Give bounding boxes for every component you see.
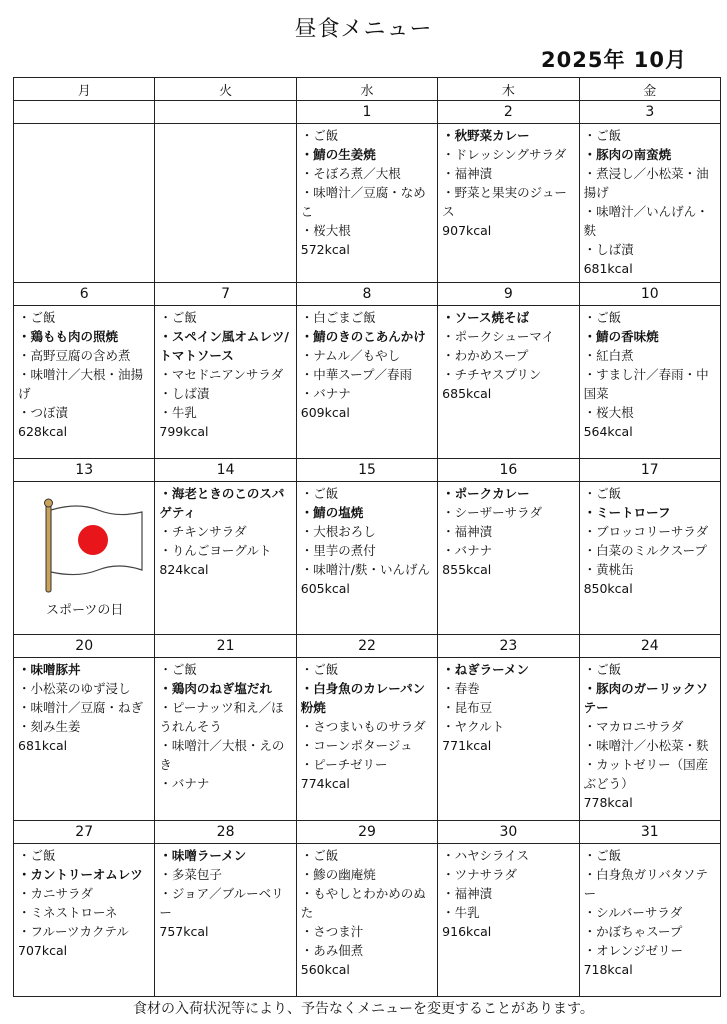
main-dish: ・鯖の塩焼 (300, 505, 364, 520)
date-number: 24 (579, 635, 720, 658)
calorie-value: 685kcal (442, 386, 492, 401)
date-number: 27 (14, 821, 155, 844)
menu-item: ・ブロッコリーサラダ (583, 524, 709, 539)
menu-item: ・味噌汁／大根・えのき (159, 738, 285, 772)
menu-item: ・ご飯 (583, 662, 622, 677)
weekday-fri: 金 (579, 78, 720, 101)
menu-item: ・ご飯 (300, 848, 339, 863)
menu-item: ・ご飯 (583, 486, 622, 501)
date-number: 2 (438, 101, 579, 124)
menu-item: ・バナナ (442, 543, 493, 558)
menu-item: ・白菜のミルクスープ (583, 543, 707, 558)
main-dish: ・鯖のきのこあんかけ (300, 329, 426, 344)
menu-item: ・味噌汁／豆腐・ねぎ (18, 700, 144, 715)
calorie-value: 681kcal (18, 738, 68, 753)
date-row (14, 459, 721, 482)
menu-cell (14, 844, 155, 997)
menu-item: ・すまし汁／春雨・中国菜 (583, 367, 709, 401)
date-number: 7 (155, 283, 296, 306)
date-number: 22 (296, 635, 437, 658)
month-label: 2025年 10月 (541, 48, 687, 72)
menu-item: ・シルバーサラダ (583, 905, 683, 920)
date-row (14, 635, 721, 658)
main-dish: ・白身魚のカレーパン粉焼 (300, 681, 426, 715)
calorie-value: 564kcal (583, 424, 633, 439)
menu-item: ・チキンサラダ (159, 524, 247, 539)
menu-item: ・多菜包子 (159, 867, 222, 882)
menu-cell (296, 124, 437, 283)
menu-item: ・桜大根 (583, 405, 634, 420)
menu-item: ・フルーツカクテル (18, 924, 129, 939)
menu-item: ・チチヤスプリン (442, 367, 542, 382)
date-number: 23 (438, 635, 579, 658)
weekday-header-row (14, 78, 721, 101)
menu-item: ・ピーチゼリー (300, 757, 388, 772)
holiday-block (18, 484, 151, 624)
menu-item: ・野菜と果実のジュース (442, 185, 567, 219)
menu-item: ・味噌汁／大根・油揚げ (18, 367, 144, 401)
calorie-value: 609kcal (300, 405, 350, 420)
menu-cell (438, 844, 579, 997)
menu-item: ・白身魚ガリバタソテー (583, 867, 708, 901)
main-dish: ・豚肉の南蛮焼 (583, 147, 672, 162)
menu-cell (14, 306, 155, 459)
calorie-value: 718kcal (583, 962, 633, 977)
date-number (155, 101, 296, 124)
date-number: 1 (296, 101, 437, 124)
main-dish: ・味噌豚丼 (18, 662, 81, 677)
footer-note: 食材の入荷状況等により、予告なくメニューを変更することがあります。 (133, 1001, 594, 1017)
calorie-value: 605kcal (300, 581, 350, 596)
weekday-mon: 月 (14, 78, 155, 101)
menu-item: ・高野豆腐の含め煮 (18, 348, 131, 363)
menu-item: ・味噌汁／小松菜・麩 (583, 738, 709, 753)
weekday-wed: 水 (296, 78, 437, 101)
menu-item: ・牛乳 (159, 405, 197, 420)
menu-item: ・ジョア／ブルーベリー (159, 886, 284, 920)
menu-item: ・さつまいものサラダ (300, 719, 426, 734)
menu-item: ・ご飯 (583, 848, 622, 863)
menu-item: ・ハヤシライス (442, 848, 530, 863)
menu-item: ・小松菜のゆず浸し (18, 681, 131, 696)
menu-item: ・福神漬 (442, 886, 493, 901)
menu-item: ・春巻 (442, 681, 480, 696)
menu-item: ・マセドニアンサラダ (159, 367, 284, 382)
main-dish: ・ミートローフ (583, 505, 671, 520)
date-row (14, 283, 721, 306)
menu-item: ・そぼろ煮／大根 (300, 166, 401, 181)
calorie-value: 681kcal (583, 261, 633, 276)
menu-item: ・煮浸し／小松菜・油揚げ (583, 166, 709, 200)
menu-item: ・つぼ漬 (18, 405, 69, 420)
menu-cell (579, 658, 720, 821)
menu-item: ・昆布豆 (442, 700, 493, 715)
calorie-value: 560kcal (300, 962, 350, 977)
menu-cell (14, 482, 155, 635)
menu-item: ・ご飯 (159, 310, 197, 325)
page-title: 昼食メニュー (294, 17, 433, 42)
menu-item: ・ご飯 (583, 128, 622, 143)
menu-cell (155, 482, 296, 635)
menu-item: ・福神漬 (442, 166, 493, 181)
menu-cell (438, 658, 579, 821)
date-number: 17 (579, 459, 720, 482)
main-dish: ・豚肉のガーリックソテー (583, 681, 709, 715)
main-dish: ・ねぎラーメン (442, 662, 530, 677)
menu-item: ・コーンポタージュ (300, 738, 413, 753)
date-number: 21 (155, 635, 296, 658)
calorie-value: 916kcal (442, 924, 492, 939)
calorie-value: 628kcal (18, 424, 68, 439)
menu-row (14, 124, 721, 283)
menu-cell (296, 844, 437, 997)
date-number: 13 (14, 459, 155, 482)
calorie-value: 855kcal (442, 562, 492, 577)
menu-cell (296, 482, 437, 635)
calorie-value: 757kcal (159, 924, 209, 939)
date-number: 16 (438, 459, 579, 482)
weekday-tue: 火 (155, 78, 296, 101)
date-row (14, 101, 721, 124)
menu-item: ・しば漬 (159, 386, 210, 401)
date-number: 29 (296, 821, 437, 844)
date-number: 10 (579, 283, 720, 306)
menu-cell (296, 306, 437, 459)
menu-item: ・しば漬 (583, 242, 634, 257)
menu-item: ・カニサラダ (18, 886, 93, 901)
menu-item: ・黄桃缶 (583, 562, 634, 577)
menu-item: ・ポークシューマイ (442, 329, 555, 344)
menu-cell (155, 844, 296, 997)
menu-item: ・カットゼリー（国産ぶどう） (583, 757, 709, 791)
menu-item: ・ご飯 (300, 128, 339, 143)
date-number: 30 (438, 821, 579, 844)
menu-item: ・福神漬 (442, 524, 493, 539)
main-dish: ・鶏肉のねぎ塩だれ (159, 681, 272, 696)
menu-cell (438, 482, 579, 635)
menu-cell (579, 124, 720, 283)
menu-item: ・ご飯 (300, 662, 339, 677)
menu-cell (438, 124, 579, 283)
weekday-thu: 木 (438, 78, 579, 101)
menu-item: ・ご飯 (159, 662, 197, 677)
calorie-value: 907kcal (442, 223, 492, 238)
menu-item: ・刻み生姜 (18, 719, 81, 734)
date-row (14, 821, 721, 844)
date-number: 6 (14, 283, 155, 306)
menu-item: ・鯵の幽庵焼 (300, 867, 376, 882)
calorie-value: 771kcal (442, 738, 492, 753)
menu-item: ・ご飯 (300, 486, 339, 501)
menu-item: ・味噌汁／いんげん・麩 (583, 204, 709, 238)
menu-cell (296, 658, 437, 821)
main-dish: ・ポークカレー (442, 486, 530, 501)
menu-item: ・オレンジゼリー (583, 943, 683, 958)
menu-cell (155, 306, 296, 459)
menu-cell (438, 306, 579, 459)
calorie-value: 799kcal (159, 424, 209, 439)
menu-item: ・白ごまご飯 (300, 310, 376, 325)
menu-item: ・マカロニサラダ (583, 719, 684, 734)
menu-cell (155, 124, 296, 283)
menu-item: ・ヤクルト (442, 719, 505, 734)
menu-row (14, 482, 721, 635)
menu-cell (579, 306, 720, 459)
menu-item: ・りんごヨーグルト (159, 543, 272, 558)
menu-calendar (13, 77, 721, 997)
menu-item: ・ご飯 (18, 848, 56, 863)
menu-item: ・わかめスープ (442, 348, 529, 363)
main-dish: ・秋野菜カレー (442, 128, 530, 143)
menu-item: ・大根おろし (300, 524, 376, 539)
date-number (14, 101, 155, 124)
menu-item: ・紅白煮 (583, 348, 634, 363)
date-number: 14 (155, 459, 296, 482)
menu-item: ・バナナ (300, 386, 351, 401)
menu-cell (14, 124, 155, 283)
date-number: 9 (438, 283, 579, 306)
menu-item: ・シーザーサラダ (442, 505, 543, 520)
menu-item: ・味噌汁／豆腐・なめこ (300, 185, 426, 219)
date-number: 3 (579, 101, 720, 124)
japan-flag-icon (38, 498, 148, 598)
menu-item: ・さつま汁 (300, 924, 364, 939)
main-dish: ・カントリーオムレツ (18, 867, 143, 882)
date-number: 15 (296, 459, 437, 482)
menu-item: ・ご飯 (583, 310, 622, 325)
main-dish: ・海老ときのこのスパゲティ (159, 486, 285, 520)
menu-row (14, 658, 721, 821)
calorie-value: 778kcal (583, 795, 633, 810)
menu-item: ・あみ佃煮 (300, 943, 364, 958)
holiday-label: スポーツの日 (45, 603, 124, 618)
main-dish: ・スペイン風オムレツ/トマトソース (159, 329, 289, 363)
menu-item: ・ドレッシングサラダ (442, 147, 567, 162)
menu-cell (14, 658, 155, 821)
menu-item: ・牛乳 (442, 905, 480, 920)
menu-item: ・ツナサラダ (442, 867, 518, 882)
menu-cell (155, 658, 296, 821)
menu-item: ・桜大根 (300, 223, 351, 238)
calorie-value: 707kcal (18, 943, 68, 958)
date-number: 8 (296, 283, 437, 306)
calorie-value: 850kcal (583, 581, 633, 596)
calorie-value: 774kcal (300, 776, 350, 791)
menu-item: ・味噌汁/麩・いんげん (300, 562, 430, 577)
menu-item: ・ミネストローネ (18, 905, 118, 920)
menu-item: ・ナムル／もやし (300, 348, 401, 363)
menu-row (14, 306, 721, 459)
menu-item: ・バナナ (159, 776, 210, 791)
date-number: 28 (155, 821, 296, 844)
main-dish: ・ソース焼そば (442, 310, 530, 325)
date-number: 31 (579, 821, 720, 844)
menu-item: ・ご飯 (18, 310, 56, 325)
main-dish: ・鯖の香味焼 (583, 329, 659, 344)
menu-cell (579, 844, 720, 997)
menu-item: ・里芋の煮付 (300, 543, 376, 558)
menu-item: ・もやしとわかめのぬた (300, 886, 426, 920)
main-dish: ・鶏もも肉の照焼 (18, 329, 119, 344)
calorie-value: 572kcal (300, 242, 350, 257)
calorie-value: 824kcal (159, 562, 209, 577)
menu-item: ・ピーナッツ和え／ほうれんそう (159, 700, 284, 734)
main-dish: ・鯖の生姜焼 (300, 147, 376, 162)
menu-item: ・かぼちゃスープ (583, 924, 683, 939)
menu-cell (579, 482, 720, 635)
menu-item: ・中華スープ／春雨 (300, 367, 413, 382)
date-number: 20 (14, 635, 155, 658)
main-dish: ・味噌ラーメン (159, 848, 247, 863)
menu-row (14, 844, 721, 997)
